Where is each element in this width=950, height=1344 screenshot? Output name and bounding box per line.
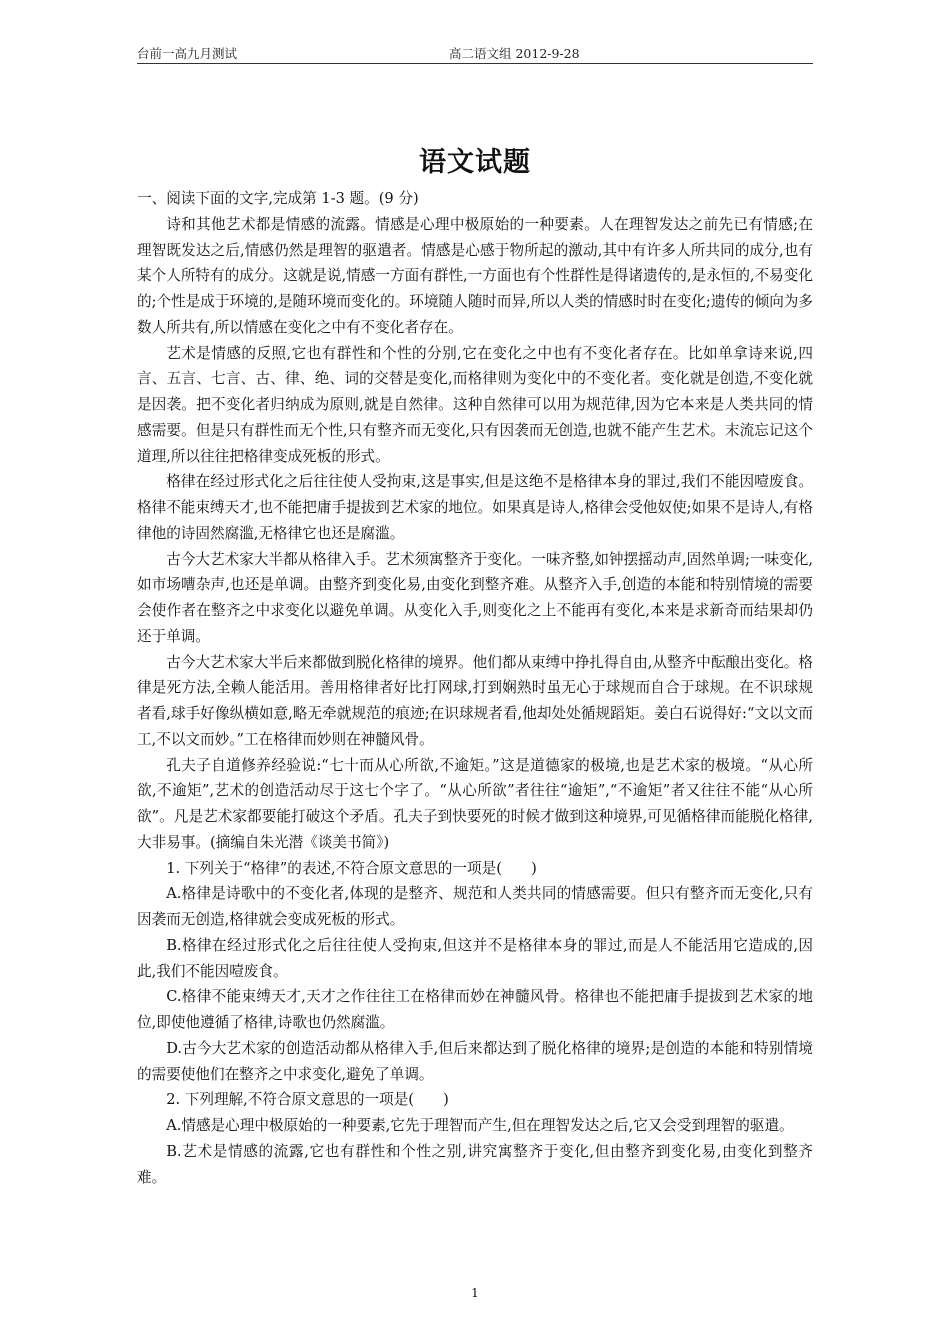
header-rule bbox=[137, 63, 813, 64]
reading-paragraph: 诗和其他艺术都是情感的流露。情感是心理中极原始的一种要素。人在理智发达之前先已有情感;在理智既发达之后,情感仍然是理智的驱遣者。情感是心感于物所起的激动,其中有许多人所共同的成分,也有某个人所特有的成分。这就是说,情感一方面有群性,一方面也有个性群性是得诸遗传的,是永恒的,不易变化的;个性是成于环境的,是随环境而变化的。环境随人随时而异,所以人类的情感时时在变化;遗传的倾向为多数人所共有,所以情感在变化之中有不变化者存在。 bbox=[137, 215, 813, 336]
page-number: 1 bbox=[471, 1286, 479, 1300]
header-left-text: 台前一高九月测试 bbox=[137, 46, 238, 61]
section-heading: 一、阅读下面的文字,完成第 1-3 题。(9 分) bbox=[137, 190, 419, 207]
reading-paragraph: 孔夫子自道修养经验说:“七十而从心所欲,不逾矩。”这是道德家的极境,也是艺术家的极境。“从心所欲,不逾矩”,艺术的创造活动尽于这七个字了。“从心所欲”者往往“逾矩”,“不逾矩”者又往往不能“从心所欲”。凡是艺术家都要能打破这个矛盾。孔夫子到快要死的时候才做到这种境界,可见循格律而能脱化格律,大非易事。(摘编自朱光潜《谈美书简》) bbox=[137, 756, 813, 851]
document-title: 语文试题 bbox=[419, 147, 531, 178]
question-stem: 2. 下列理解,不符合原文意思的一项是( ) bbox=[166, 1091, 449, 1109]
question-option: B.格律在经过形式化之后往往使人受拘束,但这并不是格律本身的罪过,而是人不能活用它造成的,因此,我们不能因噎废食。 bbox=[137, 936, 813, 980]
question-option: A.格律是诗歌中的不变化者,体现的是整齐、规范和人类共同的情感需要。但只有整齐而无变化,只有因袭而无创造,格律就会变成死板的形式。 bbox=[137, 885, 813, 928]
question-stem: 1. 下列关于“格律”的表述,不符合原文意思的一项是( ) bbox=[166, 859, 537, 877]
document-body bbox=[137, 186, 813, 1190]
header-right-text: 高二语文组 2012-9-28 bbox=[449, 46, 580, 61]
reading-paragraph: 格律在经过形式化之后往往使人受拘束,这是事实,但是这绝不是格律本身的罪过,我们不能因噎废食。格律不能束缚天才,也不能把庸手提拔到艺术家的地位。如果真是诗人,格律会受他奴使;如果不是诗人,有格律他的诗固然腐滥,无格律它也还是腐滥。 bbox=[137, 473, 813, 542]
reading-paragraph: 古今大艺术家大半后来都做到脱化格律的境界。他们都从束缚中挣扎得自由,从整齐中酝酿出变化。格律是死方法,全赖人能活用。善用格律者好比打网球,打到娴熟时虽无心于球规而自合于球规。在不识球规者看,球手好像纵横如意,略无牵就规范的痕迹;在识球规者看,他却处处循规蹈矩。姜白石说得好:“文以文而工,不以文而妙。”工在格律而妙则在神髓风骨。 bbox=[137, 653, 813, 748]
reading-paragraph: 古今大艺术家大半都从格律入手。艺术须寓整齐于变化。一味齐整,如钟摆摇动声,固然单调;一味变化,如市场嘈杂声,也还是单调。由整齐到变化易,由变化到整齐难。从整齐入手,创造的本能和特别情境的需要会使作者在整齐之中求变化以避免单调。从变化入手,则变化之上不能再有变化,本来是求新奇而结果却仍还于单调。 bbox=[137, 550, 813, 645]
question-option: B.艺术是情感的流露,它也有群性和个性之别,讲究寓整齐于变化,但由整齐到变化易,由变化到整齐难。 bbox=[137, 1142, 813, 1186]
page-header bbox=[137, 44, 813, 64]
question-option: A.情感是心理中极原始的一种要素,它先于理智而产生,但在理智发达之后,它又会受到理智的驱遣。 bbox=[166, 1117, 794, 1134]
question-option: D.古今大艺术家的创造活动都从格律入手,但后来都达到了脱化格律的境界;是创造的本能和特别情境的需要使他们在整齐之中求变化,避免了单调。 bbox=[137, 1039, 813, 1083]
reading-paragraph: 艺术是情感的反照,它也有群性和个性的分别,它在变化之中也有不变化者存在。比如单拿诗来说,四言、五言、七言、古、律、绝、词的交替是变化,而格律则为变化中的不变化者。变化就是创造,不变化就是因袭。把不变化者归纳成为原则,就是自然律。这种自然律可以用为规范律,因为它本来是人类共同的情感需要。但是只有群性而无个性,只有整齐而无变化,只有因袭而无创造,也就不能产生艺术。末流忘记这个道理,所以往往把格律变成死板的形式。 bbox=[137, 344, 813, 465]
question-option: C.格律不能束缚天才,天才之作往往工在格律而妙在神髓风骨。格律也不能把庸手提拔到艺术家的地位,即使他遵循了格律,诗歌也仍然腐滥。 bbox=[137, 988, 813, 1031]
